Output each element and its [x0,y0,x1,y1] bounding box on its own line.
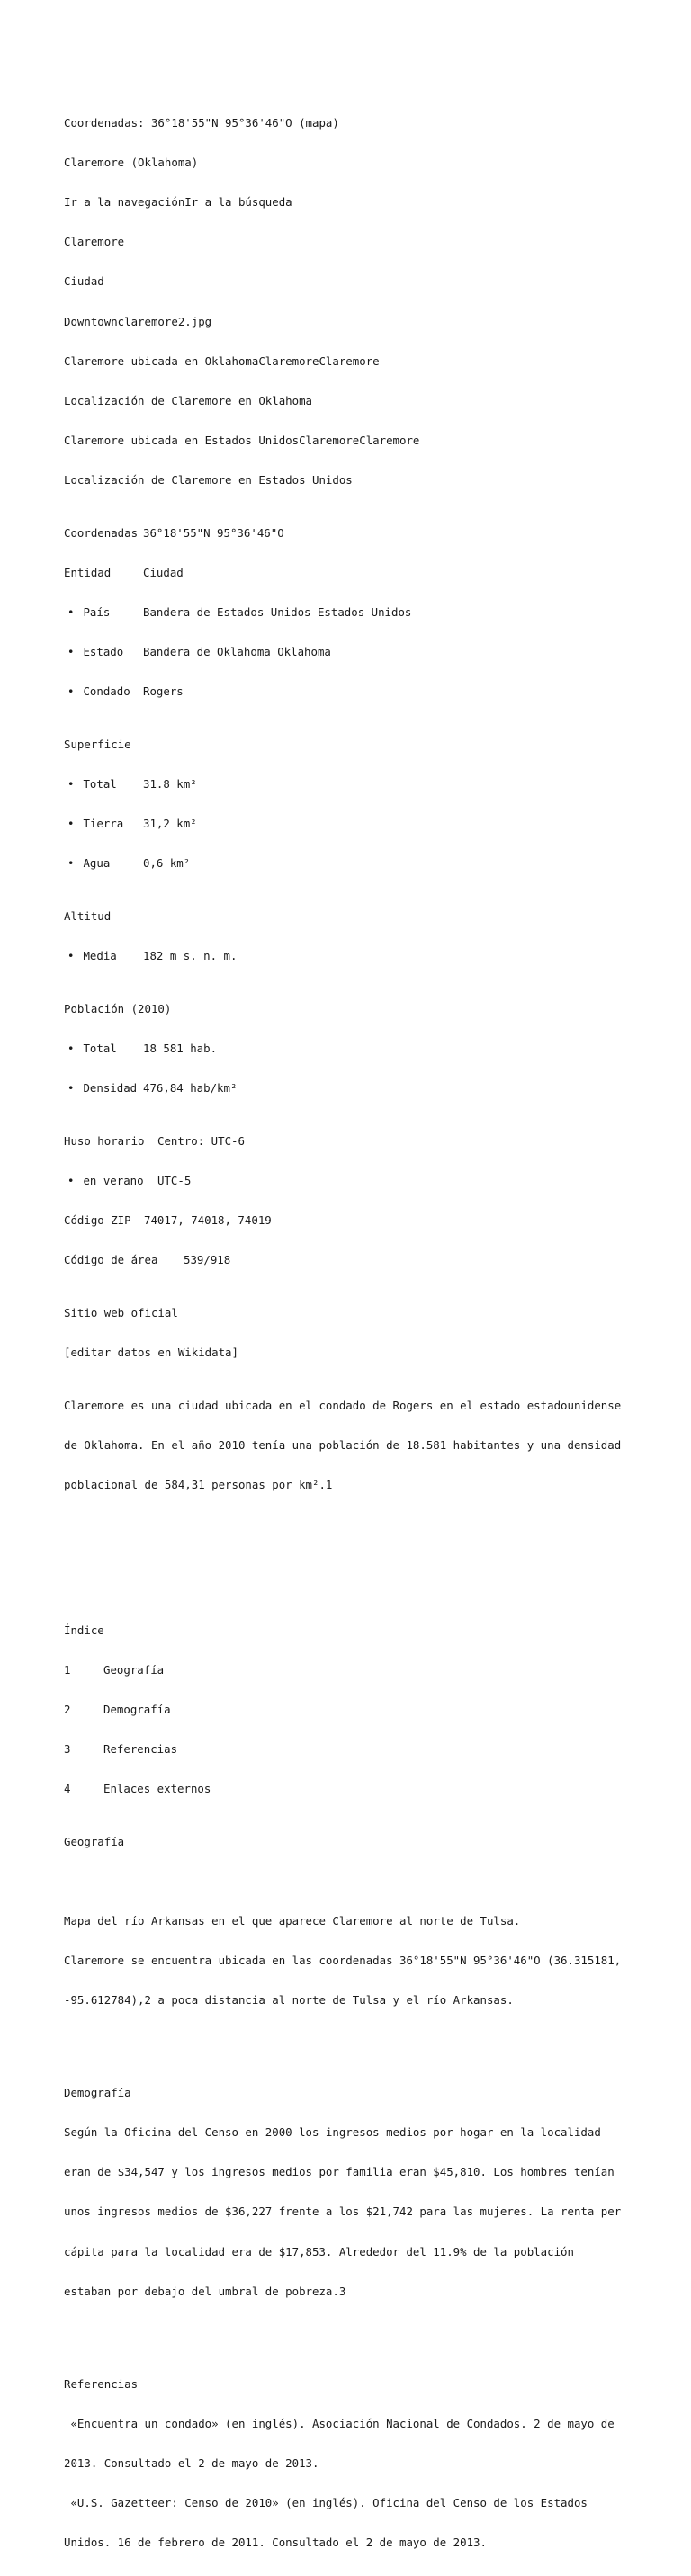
row-value: Centro: UTC-6 [157,1133,245,1148]
map-label-oklahoma: Localización de Claremore en Oklahoma [64,393,313,407]
bullet-icon: • [67,604,75,619]
altitud-heading: Altitud [64,909,112,923]
bullet-icon: • [67,949,75,963]
official-website-link[interactable]: Sitio web oficial [64,1305,178,1319]
infobox-row-sup-total [64,778,640,792]
infobox-type: Ciudad [64,274,104,289]
row-label: País [83,604,111,619]
row-label: Coordenadas [64,525,139,540]
bullet-icon: • [67,1041,75,1055]
infobox-row-sup-agua [64,857,640,871]
infobox-row-area [64,1254,640,1267]
infobox-row-pais [64,606,640,620]
row-label: en verano [83,1173,144,1187]
demografia-line: estaban por debajo del umbral de pobreza.3 [64,2284,346,2298]
edit-wikidata-link[interactable]: [editar datos en Wikidata] [64,1346,238,1360]
row-label: Densidad [83,1081,138,1096]
row-label: Total [83,1041,117,1055]
bullet-icon: • [67,817,75,831]
geografia-line: Claremore se encuentra ubicada en las coordenadas 36°18'55"N 95°36'46"O (36.315181, [64,1954,622,1968]
row-value: 31.8 km² [143,777,197,792]
index-item-referencias[interactable] [64,1743,640,1757]
infobox-row-pob-total [64,1042,640,1056]
infobox-row-alt-media [64,950,640,963]
index-item-enlaces[interactable] [64,1783,640,1796]
geografia-line: -95.612784),2 a poca distancia al norte de Tulsa y el río Arkansas. [64,1993,514,2008]
bullet-icon: • [67,645,75,659]
row-value: UTC-5 [157,1173,192,1187]
index-number: 4 [64,1782,71,1796]
map-label-usa: Localización de Claremore en Estados Unidos [64,472,353,487]
infobox-row-entidad [64,567,640,580]
row-label: Código ZIP [64,1213,131,1228]
bullet-icon: • [67,1173,75,1187]
index-number: 2 [64,1702,71,1716]
demografia-line: Según la Oficina del Censo en 2000 los ingresos medios por hogar en la localidad [64,2125,601,2140]
index-label[interactable]: Enlaces externos [103,1782,211,1796]
index-label[interactable]: Geografía [103,1662,165,1677]
row-value: 18 581 hab. [143,1041,218,1055]
index-number: 3 [64,1742,71,1756]
demografia-line: eran de $34,547 y los ingresos medios por familia eran $45,810. Los hombres tenían [64,2165,615,2179]
intro-line: poblacional de 584,31 personas por km².1 [64,1478,333,1492]
bullet-icon: • [67,856,75,871]
index-label[interactable]: Demografía [103,1702,171,1716]
bullet-icon: • [67,1081,75,1096]
row-label: Agua [83,856,111,871]
document-body [64,77,640,2576]
reference-line: «Encuentra un condado» (en inglés). Asociación Nacional de Condados. 2 de mayo de [64,2416,615,2430]
row-label: Código de área [64,1253,158,1267]
article-title: Claremore (Oklahoma) [64,156,199,170]
infobox-row-zip [64,1214,640,1228]
intro-line: Claremore es una ciudad ubicada en el condado de Rogers en el estado estadounidense [64,1398,622,1412]
row-value: Rogers [143,684,184,699]
row-label: Media [83,949,117,963]
intro-line: de Oklahoma. En el año 2010 tenía una población de 18.581 habitantes y una densidad [64,1437,622,1452]
infobox-row-huso [64,1135,640,1149]
row-value: 476,84 hab/km² [143,1081,238,1096]
referencias-heading: Referencias [64,2376,139,2391]
demografia-line: unos ingresos medios de $36,227 frente a los $21,742 para las mujeres. La renta per [64,2205,622,2219]
row-label: Estado [83,645,124,659]
poblacion-heading: Población (2010) [64,1001,172,1015]
bullet-icon: • [67,684,75,699]
row-label: Huso horario [64,1133,145,1148]
index-label[interactable]: Referencias [103,1742,178,1756]
row-label: Entidad [64,565,112,579]
row-value: 182 m s. n. m. [143,949,238,963]
index-item-demografia[interactable] [64,1704,640,1717]
image-filename: Downtownclaremore2.jpg [64,314,212,328]
row-value: 539/918 [184,1253,231,1267]
reference-line: «U.S. Gazetteer: Censo de 2010» (en inglés). Oficina del Censo de los Estados [64,2495,588,2509]
row-value: Bandera de Estados Unidos Estados Unidos [143,604,412,619]
reference-line: Unidos. 16 de febrero de 2011. Consultado el 2 de mayo de 2013. [64,2535,487,2549]
row-label: Condado [83,684,130,699]
row-label: Total [83,777,117,792]
bullet-icon: • [67,777,75,792]
index-item-geografia[interactable] [64,1664,640,1677]
row-value: 31,2 km² [143,817,197,831]
geografia-heading: Geografía [64,1834,125,1848]
infobox-row-estado [64,646,640,659]
row-value: 74017, 74018, 74019 [144,1213,272,1228]
reference-line: 2013. Consultado el 2 de mayo de 2013. [64,2455,319,2470]
row-value: 36°18'55"N 95°36'46"O [143,525,284,540]
infobox-row-coordinates [64,527,640,541]
map-caption-usa: Claremore ubicada en Estados UnidosClaremoreClaremore [64,433,420,447]
coordinates-header: Coordenadas: 36°18'55"N 95°36'46"O (mapa) [64,116,339,130]
superficie-heading: Superficie [64,737,131,751]
infobox-row-verano [64,1175,640,1188]
demografia-heading: Demografía [64,2086,131,2100]
map-caption-oklahoma: Claremore ubicada en OklahomaClaremoreClaremore [64,353,380,368]
geografia-line: Mapa del río Arkansas en el que aparece Claremore al norte de Tulsa. [64,1914,521,1928]
row-label: Tierra [83,817,124,831]
infobox-row-pob-densidad [64,1082,640,1096]
index-number: 1 [64,1662,71,1677]
infobox-row-sup-tierra [64,818,640,831]
demografia-line: cápita para la localidad era de $17,853. Alrededor del 11.9% de la población [64,2244,574,2258]
infobox-row-condado [64,685,640,699]
row-value: Bandera de Oklahoma Oklahoma [143,645,331,659]
infobox-name: Claremore [64,235,125,249]
skip-links: Ir a la navegaciónIr a la búsqueda [64,195,292,210]
index-title: Índice [64,1623,104,1637]
row-value: Ciudad [143,565,184,579]
row-value: 0,6 km² [143,856,191,871]
